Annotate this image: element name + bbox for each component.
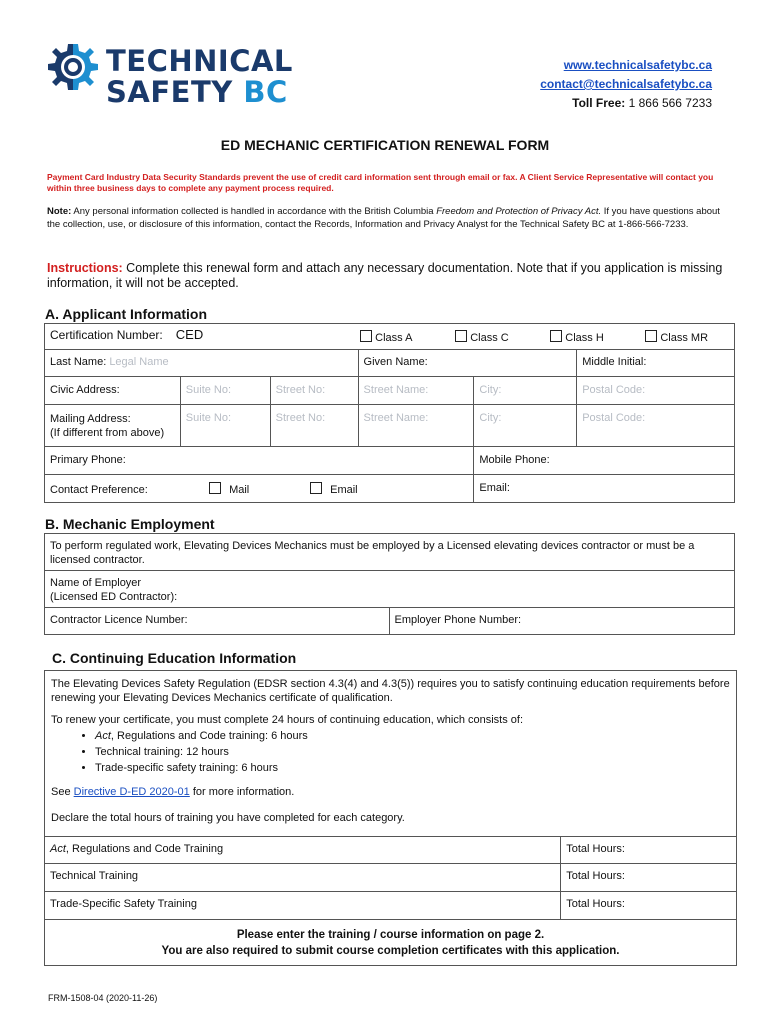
hours-row-safety: Trade-Specific Safety Training [45,892,561,920]
primary-phone-field[interactable] [45,447,474,475]
continuing-education-box [44,670,737,966]
employment-table [44,533,735,635]
toll-free-number: 1 866 566 7233 [625,96,712,110]
class-mr-checkbox[interactable] [645,330,657,342]
brand-logo [106,46,293,108]
ce-footer-line2: You are also required to submit course completion certificates with this application. [161,945,620,957]
civic-city-field[interactable]: City: [474,377,577,405]
section-b-title: B. Mechanic Employment [45,516,215,532]
hours-safety-field[interactable]: Total Hours: [561,892,737,920]
toll-free-label: Toll Free: [572,96,626,110]
mailing-postal-field[interactable]: Postal Code: [577,405,735,447]
ce-bullet-act [95,729,730,743]
class-h-label: Class H [565,332,604,344]
mobile-phone-label: Mobile Phone: [479,454,550,466]
given-name-label: Given Name: [363,356,428,368]
hours-row-act [45,837,561,864]
ce-bullet-act-italic: Act [95,730,111,742]
instructions-label: Instructions: [47,261,123,275]
ce-text [45,671,736,825]
ce-see-line [51,785,730,799]
ce-bullet-act-rest: , Regulations and Code training: 6 hours [110,730,308,742]
pref-mail-checkbox[interactable] [209,482,221,494]
contact-preference-label: Contact Preference: [50,484,148,496]
class-checkboxes [270,324,734,350]
class-h-checkbox[interactable] [550,330,562,342]
civic-street-name-field[interactable]: Street Name: [358,377,474,405]
instructions-text: Complete this renewal form and attach any necessary documentation. Note that if you application is missing information, it will not be accepted. [47,261,723,290]
form-title: ED MECHANIC CERTIFICATION RENEWAL FORM [220,137,550,153]
pref-email-checkbox[interactable] [310,482,322,494]
mailing-address-sub: (If different from above) [50,427,165,439]
employer-phone-field[interactable] [389,608,735,635]
ce-requirements-list [51,729,730,775]
email-label: Email: [479,482,510,494]
section-a-title: A. Applicant Information [45,306,208,322]
cert-number-cell[interactable] [45,324,271,350]
hours-row-technical: Technical Training [45,864,561,892]
hours-table [44,836,737,920]
ce-para1: The Elevating Devices Safety Regulation (EDSR section 4.3(4) and 4.3(5)) requires you to satisfy continuing education requirements before renewing your Elevating Devices Mechanics certificate of qualification. [51,678,730,704]
privacy-note [47,206,727,231]
mailing-suite-field[interactable]: Suite No: [180,405,270,447]
note-label: Note: [47,206,72,217]
civic-street-no-field[interactable]: Street No: [270,377,358,405]
class-a-option[interactable] [360,330,452,344]
employer-name-label: Name of Employer [50,577,142,589]
form-number: FRM-1508-04 (2020-11-26) [48,993,158,1003]
class-c-checkbox[interactable] [455,330,467,342]
see-post: for more information. [189,786,295,798]
note-text1: Any personal information collected is handled in accordance with the British Columbia [71,206,437,217]
see-pre: See [51,786,74,798]
gear-icon [44,40,102,98]
employer-phone-label: Employer Phone Number: [394,614,522,626]
mobile-phone-field[interactable] [474,447,735,475]
section-c-title: C. Continuing Education Information [52,650,297,666]
civic-suite-field[interactable]: Suite No: [180,377,270,405]
email-field[interactable] [474,475,735,503]
website-link[interactable]: www.technicalsafetybc.ca [563,58,712,72]
logo-bc: BC [243,75,288,109]
class-h-option[interactable] [550,330,642,344]
contact-block [540,56,712,113]
employer-name-sub: (Licensed ED Contractor): [50,591,178,603]
given-name-field[interactable] [358,350,577,377]
applicant-table [44,323,735,503]
hours-row-act-italic: Act [50,843,66,855]
class-c-option[interactable] [455,330,547,344]
cert-number-label: Certification Number: [50,328,163,342]
class-a-label: Class A [375,332,413,344]
employment-intro: To perform regulated work, Elevating Devices Mechanics must be employed by a Licensed elevating devices contractor or must be a licensed contractor. [45,534,735,571]
middle-initial-label: Middle Initial: [582,356,647,368]
note-act: Freedom and Protection of Privacy Act. [436,206,602,217]
instructions [47,261,727,291]
pref-email-label: Email [330,484,358,496]
pref-mail-label: Mail [229,484,250,496]
class-a-checkbox[interactable] [360,330,372,342]
class-c-label: Class C [470,332,509,344]
ce-bullet-safety: • Trade-specific safety training: 6 hours [95,761,730,775]
last-name-placeholder: Legal Name [109,356,169,368]
hours-technical-field[interactable]: Total Hours: [561,864,737,892]
mailing-address-label: Mailing Address: [50,413,131,425]
mailing-street-no-field[interactable]: Street No: [270,405,358,447]
pci-notice: Payment Card Industry Data Security Standards prevent the use of credit card information sent through email or fax. A Client Service Representative will contact you within three business days to complete any payment process required. [47,172,714,193]
ce-footer-line1: Please enter the training / course information on page 2. [236,929,545,941]
cert-prefix: CED [175,327,204,342]
contact-preference-row [45,475,474,503]
hours-row-act-label: , Regulations and Code Training [65,843,224,855]
mailing-city-field[interactable]: City: [474,405,577,447]
logo-line2: SAFETY [106,75,233,109]
last-name-field[interactable] [45,350,359,377]
class-mr-option[interactable] [645,330,708,344]
civic-address-label: Civic Address: [50,384,120,396]
ce-bullet-technical: • Technical training: 12 hours [95,745,730,759]
middle-initial-field[interactable] [577,350,735,377]
civic-postal-field[interactable]: Postal Code: [577,377,735,405]
mailing-address-label-cell [45,405,181,447]
class-mr-label: Class MR [660,332,709,344]
civic-address-label-cell [45,377,181,405]
pref-mail-option[interactable] [209,482,307,496]
contractor-licence-label: Contractor Licence Number: [50,614,188,626]
employer-name-field[interactable] [45,571,735,608]
hours-act-field[interactable]: Total Hours: [561,837,737,864]
primary-phone-label: Primary Phone: [50,454,126,466]
email-link[interactable]: contact@technicalsafetybc.ca [540,77,712,91]
logo-line1: TECHNICAL [106,44,293,78]
last-name-label: Last Name: [50,356,107,368]
ce-para2: To renew your certificate, you must complete 24 hours of continuing education, which consists of: [51,714,524,726]
ce-declare: Declare the total hours of training you have completed for each category. [51,812,405,824]
pref-email-option[interactable] [310,484,358,496]
note-text2: If you have questions about the collection, use, or disclosure of this information, contact the Records, Information and Privacy Analyst for the Technical Safety BC at 1-866-566-7233. [47,206,720,230]
ce-footer [45,927,736,959]
contractor-licence-field[interactable] [45,608,390,635]
directive-link[interactable]: Directive D-ED 2020-01 [73,786,190,798]
mailing-street-name-field[interactable]: Street Name: [358,405,474,447]
